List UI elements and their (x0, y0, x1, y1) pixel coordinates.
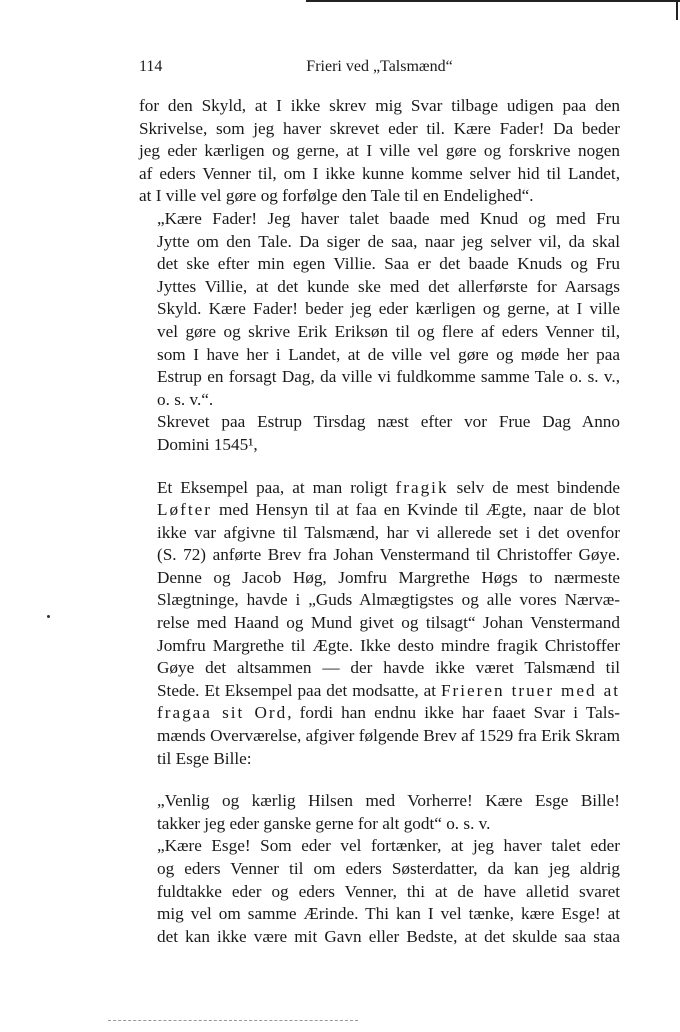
spaced-emphasis: Frieren truer med at (440, 680, 620, 700)
spaced-emphasis: Løfter (157, 500, 212, 520)
paragraph-3 (139, 411, 620, 456)
running-title: Frieri ved „Talsmænd“ (306, 58, 453, 75)
paragraph-6 (139, 835, 620, 948)
scan-edge-top (306, 0, 680, 2)
text-line: relse med Haand og Mund givet og tilsagt“ Johan Venstermand (157, 613, 620, 633)
paragraph-gap (139, 457, 620, 477)
page-number: 114 (139, 58, 163, 75)
text-line: „Venlig og kærlig Hilsen med Vorherre! Kære Esge Bille! (157, 791, 620, 811)
paragraph-1 (139, 95, 620, 208)
text-line: Denne og Jacob Høg, Jomfru Margrethe Høgs to nærmeste (157, 567, 620, 587)
text-line: Skrivelse, som jeg haver skrevet eder til. Kære Fader! Da beder (139, 118, 620, 138)
text-line: som I have her i Landet, at de ville vel gøre og møde her paa (157, 344, 620, 364)
text-line: Skyld. Kære Fader! beder jeg eder kærligen og gerne, at I ville (157, 299, 620, 319)
text-line: „Kære Fader! Jeg haver talet baade med Knud og med Fru (157, 208, 620, 228)
text-line: Domini 1545¹, (157, 434, 258, 454)
text-line: jeg eder kærligen og gerne, at I ville vel gøre og forskrive nogen (139, 141, 620, 161)
paragraph-5 (139, 790, 620, 835)
text-run: Et Eksempel paa, at man roligt (157, 477, 396, 497)
text-line: Jyttes Villie, at det kunde ske med det allerførste for Aarsags (157, 276, 620, 296)
scan-edge-bottom (108, 1020, 358, 1022)
text-line: takker jeg eder ganske gerne for alt godt“ o. s. v. (157, 813, 491, 833)
text-run: med Hensyn til at faa en Kvinde til Ægte, naar de blot (211, 500, 620, 520)
spaced-emphasis: fragik (395, 477, 449, 497)
text-line: af eders Venner til, om I ikke kunne komme selver hid til Landet, (139, 163, 620, 183)
page-header (139, 58, 620, 80)
page-body (139, 95, 620, 948)
text-run: selv de mest bindende (448, 477, 620, 497)
paragraph-4 (139, 477, 620, 771)
text-line: (S. 72) anførte Brev fra Johan Venstermand til Christoffer Gøye. (157, 545, 620, 565)
text-line: fuldtakke eder og eders Venner, thi at de have alletid svaret (157, 881, 620, 901)
text-line (139, 499, 620, 522)
text-line: Estrup en forsagt Dag, da ville vi fuldkomme samme Tale o. s. v., (157, 367, 620, 387)
text-line: Slægtninge, havde i „Guds Almægtigstes og alle vores Nærvæ- (157, 590, 620, 610)
text-line: vel gøre og skrive Erik Eriksøn til og flere af eders Venner til, (157, 321, 620, 341)
text-line: og eders Venner til om eders Søsterdatter, da kan jeg aldrig (157, 859, 620, 878)
text-line: Skrevet paa Estrup Tirsdag næst efter vor Frue Dag Anno (157, 412, 620, 432)
text-line: ikke var afgivne til Talsmænd, har vi allerede set i det ovenfor (157, 522, 620, 542)
text-line: Jomfru Margrethe til Ægte. Ikke desto mindre fragik Christoffer (157, 635, 620, 655)
paragraph-gap (139, 770, 620, 790)
text-line: Jytte om den Tale. Da siger de saa, naar jeg selver vil, da skal (157, 231, 620, 251)
text-line: for den Skyld, at I ikke skrev mig Svar tilbage udigen paa den (139, 96, 620, 115)
text-line: mig vel om samme Ærinde. Thi kan I vel tænke, kære Esge! at (157, 904, 620, 924)
text-line: Gøye det altsammen — der havde ikke været Talsmænd til (157, 658, 620, 678)
text-line: at I ville vel gøre og forfølge den Tale til en Endelighed“. (139, 186, 534, 206)
text-line: mænds Overværelse, afgiver følgende Brev af 1529 fra Erik Skram (157, 726, 620, 746)
text-run: , fordi han endnu ikke har faaet Svar i Tals- (287, 703, 620, 723)
text-line (139, 702, 620, 725)
text-line: det kan ikke være mit Gavn eller Bedste, at det skulde saa staa (157, 926, 620, 946)
text-line: o. s. v.“. (157, 389, 214, 409)
scan-edge-right (676, 0, 678, 20)
spaced-emphasis: fragaa sit Ord (157, 703, 288, 723)
text-line: „Kære Esge! Som eder vel fortænker, at jeg haver talet eder (157, 836, 620, 856)
text-line (139, 680, 620, 703)
text-line (139, 477, 620, 500)
text-line: til Esge Bille: (157, 748, 252, 768)
paragraph-2 (139, 208, 620, 411)
text-run: Stede. Et Eksempel paa det modsatte, at (157, 680, 441, 700)
text-line: det ske efter min egen Villie. Saa er det baade Knuds og Fru (157, 254, 620, 274)
scan-speck (47, 615, 50, 618)
